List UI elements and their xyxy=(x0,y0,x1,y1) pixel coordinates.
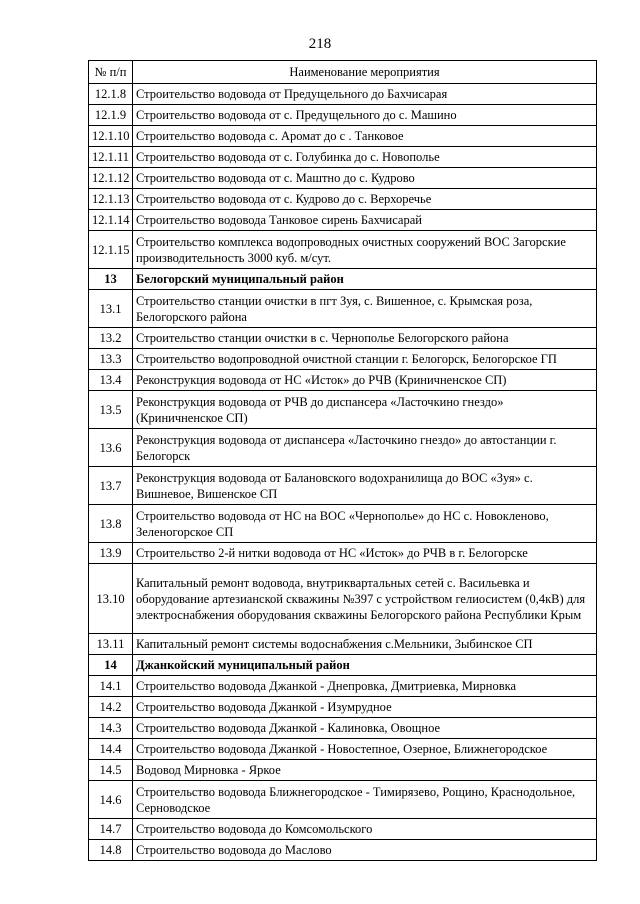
measure-name: Строительство комплекса водопроводных очистных сооружений ВОС Загорские производительность 3000 куб. м/сут. xyxy=(133,231,597,269)
measure-name: Строительство водовода от с. Голубинка до с. Новополье xyxy=(133,147,597,168)
table-row xyxy=(89,819,597,840)
measure-name: Строительство водовода до Маслово xyxy=(133,840,597,861)
table-row xyxy=(89,105,597,126)
measures-table xyxy=(88,60,597,861)
measure-name: Строительство водовода от Предущельного до Бахчисарая xyxy=(133,84,597,105)
row-number: 13.1 xyxy=(89,290,133,328)
row-number: 13.9 xyxy=(89,543,133,564)
row-number: 13 xyxy=(89,269,133,290)
row-number: 13.3 xyxy=(89,349,133,370)
table-row xyxy=(89,634,597,655)
table-row xyxy=(89,126,597,147)
row-number: 14.3 xyxy=(89,718,133,739)
row-number: 12.1.12 xyxy=(89,168,133,189)
measure-name: Строительство водовода Джанкой - Днепровка, Дмитриевка, Мирновка xyxy=(133,676,597,697)
table-row xyxy=(89,467,597,505)
table-row xyxy=(89,718,597,739)
section-row xyxy=(89,655,597,676)
table-row xyxy=(89,429,597,467)
row-number: 13.8 xyxy=(89,505,133,543)
row-number: 12.1.8 xyxy=(89,84,133,105)
table-row xyxy=(89,760,597,781)
measure-name: Строительство водовода от НС на ВОС «Чернополье» до НС с. Новокленово, Зеленогорское СП xyxy=(133,505,597,543)
table-row xyxy=(89,505,597,543)
column-header-number: № п/п xyxy=(89,61,133,84)
row-number: 12.1.14 xyxy=(89,210,133,231)
row-number: 14.8 xyxy=(89,840,133,861)
measure-name: Строительство 2-й нитки водовода от НС «Исток» до РЧВ в г. Белогорске xyxy=(133,543,597,564)
table-row xyxy=(89,349,597,370)
measure-name: Капитальный ремонт системы водоснабжения с.Мельники, Зыбинское СП xyxy=(133,634,597,655)
row-number: 14 xyxy=(89,655,133,676)
measure-name: Водовод Мирновка - Яркое xyxy=(133,760,597,781)
table-row xyxy=(89,84,597,105)
measure-name: Строительство водовода Джанкой - Новостепное, Озерное, Ближнегородское xyxy=(133,739,597,760)
row-number: 14.2 xyxy=(89,697,133,718)
table-row xyxy=(89,147,597,168)
row-number: 12.1.10 xyxy=(89,126,133,147)
table-row xyxy=(89,231,597,269)
row-number: 14.5 xyxy=(89,760,133,781)
column-header-name: Наименование мероприятия xyxy=(133,61,597,84)
table-row xyxy=(89,370,597,391)
measure-name: Реконструкция водовода от РЧВ до диспансера «Ласточкино гнездо» (Криничненское СП) xyxy=(133,391,597,429)
measure-name: Строительство водовода от с. Маштно до с. Кудрово xyxy=(133,168,597,189)
row-number: 13.4 xyxy=(89,370,133,391)
table-header-row xyxy=(89,61,597,84)
measure-name: Строительство водовода Ближнегородское - Тимирязево, Рощино, Краснодольное, Серноводское xyxy=(133,781,597,819)
section-title: Белогорский муниципальный район xyxy=(133,269,597,290)
table-row xyxy=(89,697,597,718)
measure-name: Реконструкция водовода от диспансера «Ласточкино гнездо» до автостанции г. Белогорск xyxy=(133,429,597,467)
row-number: 14.6 xyxy=(89,781,133,819)
section-title: Джанкойский муниципальный район xyxy=(133,655,597,676)
table-body xyxy=(89,84,597,861)
measure-name: Строительство водовода от с. Кудрово до с. Верхоречье xyxy=(133,189,597,210)
table-row xyxy=(89,168,597,189)
row-number: 13.11 xyxy=(89,634,133,655)
table-row xyxy=(89,840,597,861)
measure-name: Реконструкция водовода от НС «Исток» до РЧВ (Криничненское СП) xyxy=(133,370,597,391)
table-row xyxy=(89,781,597,819)
measure-name: Реконструкция водовода от Балановского водохранилища до ВОС «Зуя» с. Вишневое, Вишенское СП xyxy=(133,467,597,505)
measure-name: Строительство водовода Джанкой - Изумрудное xyxy=(133,697,597,718)
row-number: 13.10 xyxy=(89,564,133,634)
row-number: 13.6 xyxy=(89,429,133,467)
table-row xyxy=(89,543,597,564)
table-row xyxy=(89,391,597,429)
table-row xyxy=(89,739,597,760)
measure-name: Капитальный ремонт водовода, внутриквартальных сетей с. Васильевка и оборудование артезианской скважины №397 с устройством гелиосистем (0,4кВ) для электроснабжения оборудования скважины Белогорского района Республики Крым xyxy=(133,564,597,634)
measure-name: Строительство водовода с. Аромат до с . Танковое xyxy=(133,126,597,147)
table-row xyxy=(89,676,597,697)
row-number: 13.5 xyxy=(89,391,133,429)
measure-name: Строительство водопроводной очистной станции г. Белогорск, Белогорское ГП xyxy=(133,349,597,370)
row-number: 12.1.15 xyxy=(89,231,133,269)
row-number: 12.1.11 xyxy=(89,147,133,168)
measure-name: Строительство водовода до Комсомольского xyxy=(133,819,597,840)
row-number: 14.7 xyxy=(89,819,133,840)
row-number: 14.4 xyxy=(89,739,133,760)
row-number: 13.7 xyxy=(89,467,133,505)
measure-name: Строительство водовода Джанкой - Калиновка, Овощное xyxy=(133,718,597,739)
table-row xyxy=(89,290,597,328)
section-row xyxy=(89,269,597,290)
measure-name: Строительство водовода от с. Предущельного до с. Машино xyxy=(133,105,597,126)
measure-name: Строительство водовода Танковое сирень Бахчисарай xyxy=(133,210,597,231)
table-row xyxy=(89,564,597,634)
row-number: 14.1 xyxy=(89,676,133,697)
row-number: 12.1.13 xyxy=(89,189,133,210)
table-row xyxy=(89,328,597,349)
row-number: 12.1.9 xyxy=(89,105,133,126)
measure-name: Строительство станции очистки в с. Чернополье Белогорского района xyxy=(133,328,597,349)
table-row xyxy=(89,210,597,231)
measure-name: Строительство станции очистки в пгт Зуя, с. Вишенное, с. Крымская роза, Белогорского района xyxy=(133,290,597,328)
page-number: 218 xyxy=(308,36,332,52)
row-number: 13.2 xyxy=(89,328,133,349)
table-row xyxy=(89,189,597,210)
